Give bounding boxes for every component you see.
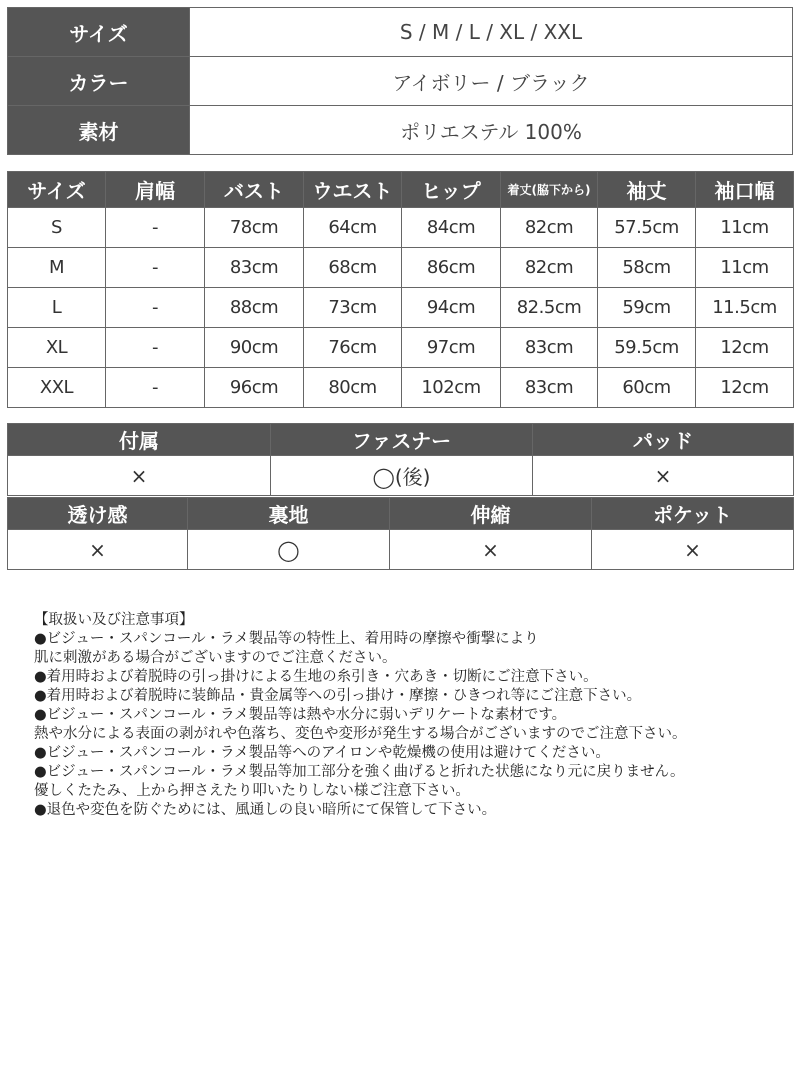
table-cell: 97cm	[402, 328, 501, 368]
table-row	[8, 328, 794, 368]
attribute-value-accessories: ×	[8, 456, 271, 496]
table-cell: -	[106, 328, 205, 368]
table-cell: -	[106, 288, 205, 328]
care-note-line: ●退色や変色を防ぐためには、風通しの良い暗所にて保管して下さい。	[34, 802, 497, 818]
attribute-value-stretch: ×	[390, 530, 592, 570]
attribute-header-sheerness: 透け感	[8, 498, 188, 530]
table-cell: 82.5cm	[501, 288, 598, 328]
table-row	[8, 208, 794, 248]
care-note-line: ●ビジュー・スパンコール・ラメ製品等へのアイロンや乾燥機の使用は避けてください。	[34, 745, 610, 761]
care-note-line: ●ビジュー・スパンコール・ラメ製品等の特性上、着用時の摩擦や衝撃により	[34, 631, 539, 647]
size-chart-table	[7, 171, 794, 408]
product-info-table	[7, 7, 793, 155]
care-note-line: 熱や水分による表面の剥がれや色落ち、変色や変形が発生する場合がございますのでご注意下さい。	[34, 726, 687, 742]
info-value-size: S / M / L / XL / XXL	[190, 8, 793, 57]
size-chart-header-row	[8, 172, 794, 208]
table-cell: 84cm	[402, 208, 501, 248]
table-cell: 82cm	[501, 208, 598, 248]
info-label-material: 素材	[8, 106, 190, 155]
attribute-value-zipper: ◯(後)	[271, 456, 533, 496]
attributes-value-row	[8, 456, 794, 496]
size-chart-header: 肩幅	[106, 172, 205, 208]
size-chart-header: サイズ	[8, 172, 106, 208]
care-note-line: ●ビジュー・スパンコール・ラメ製品等加工部分を強く曲げると折れた状態になり元に戻りません。	[34, 764, 685, 780]
table-row	[8, 368, 794, 408]
table-cell: -	[106, 368, 205, 408]
attribute-header-zipper: ファスナー	[271, 424, 533, 456]
table-cell: 94cm	[402, 288, 501, 328]
table-cell: 64cm	[304, 208, 402, 248]
size-chart-header: バスト	[205, 172, 304, 208]
table-cell: 83cm	[501, 328, 598, 368]
info-label-color: カラー	[8, 57, 190, 106]
table-cell: 83cm	[205, 248, 304, 288]
attribute-header-accessories: 付属	[8, 424, 271, 456]
table-cell: M	[8, 248, 106, 288]
table-cell: 96cm	[205, 368, 304, 408]
attributes-header-row	[8, 424, 794, 456]
size-chart-header: 袖口幅	[696, 172, 794, 208]
info-value-material: ポリエステル 100%	[190, 106, 793, 155]
info-row-material	[8, 106, 793, 155]
care-note-line: ●着用時および着脱時に装飾品・貴金属等への引っ掛け・摩擦・ひきつれ等にご注意下さい。	[34, 688, 642, 704]
table-cell: 12cm	[696, 368, 794, 408]
attribute-header-lining: 裏地	[188, 498, 390, 530]
table-cell: XXL	[8, 368, 106, 408]
table-cell: 73cm	[304, 288, 402, 328]
table-cell: 59.5cm	[598, 328, 696, 368]
table-cell: L	[8, 288, 106, 328]
care-notes-title: 【取扱い及び注意事項】	[34, 612, 194, 628]
attribute-value-lining: ◯	[188, 530, 390, 570]
table-cell: 102cm	[402, 368, 501, 408]
table-cell: 80cm	[304, 368, 402, 408]
table-cell: 76cm	[304, 328, 402, 368]
attribute-value-pad: ×	[533, 456, 794, 496]
table-cell: 68cm	[304, 248, 402, 288]
table-cell: 11.5cm	[696, 288, 794, 328]
table-cell: 83cm	[501, 368, 598, 408]
care-note-line: 優しくたたみ、上から押さえたり叩いたりしない様ご注意下さい。	[34, 783, 470, 799]
attributes-value-row	[8, 530, 794, 570]
size-chart-header: 袖丈	[598, 172, 696, 208]
attribute-header-stretch: 伸縮	[390, 498, 592, 530]
table-cell: XL	[8, 328, 106, 368]
info-row-color	[8, 57, 793, 106]
table-cell: 12cm	[696, 328, 794, 368]
attribute-value-pocket: ×	[592, 530, 794, 570]
care-notes	[34, 611, 794, 820]
table-row	[8, 248, 794, 288]
table-cell: 88cm	[205, 288, 304, 328]
table-cell: 11cm	[696, 248, 794, 288]
attribute-header-pocket: ポケット	[592, 498, 794, 530]
table-cell: -	[106, 208, 205, 248]
table-cell: -	[106, 248, 205, 288]
size-chart-header: ウエスト	[304, 172, 402, 208]
care-note-line: ●着用時および着脱時の引っ掛けによる生地の糸引き・穴あき・切断にご注意下さい。	[34, 669, 598, 685]
table-cell: 59cm	[598, 288, 696, 328]
table-cell: S	[8, 208, 106, 248]
attributes-header-row	[8, 498, 794, 530]
attributes-table-accessories	[7, 423, 794, 496]
table-cell: 90cm	[205, 328, 304, 368]
care-note-line: 肌に刺激がある場合がございますのでご注意ください。	[34, 650, 397, 666]
size-chart-header: 着丈(脇下から)	[501, 172, 598, 208]
table-cell: 86cm	[402, 248, 501, 288]
info-label-size: サイズ	[8, 8, 190, 57]
table-cell: 11cm	[696, 208, 794, 248]
info-row-size	[8, 8, 793, 57]
size-chart-header: ヒップ	[402, 172, 501, 208]
table-cell: 60cm	[598, 368, 696, 408]
care-note-line: ●ビジュー・スパンコール・ラメ製品等は熱や水分に弱いデリケートな素材です。	[34, 707, 567, 723]
table-cell: 78cm	[205, 208, 304, 248]
attribute-value-sheerness: ×	[8, 530, 188, 570]
table-cell: 57.5cm	[598, 208, 696, 248]
info-value-color: アイボリー / ブラック	[190, 57, 793, 106]
attributes-table-fabric	[7, 497, 794, 570]
table-cell: 58cm	[598, 248, 696, 288]
table-cell: 82cm	[501, 248, 598, 288]
table-row	[8, 288, 794, 328]
attribute-header-pad: パッド	[533, 424, 794, 456]
